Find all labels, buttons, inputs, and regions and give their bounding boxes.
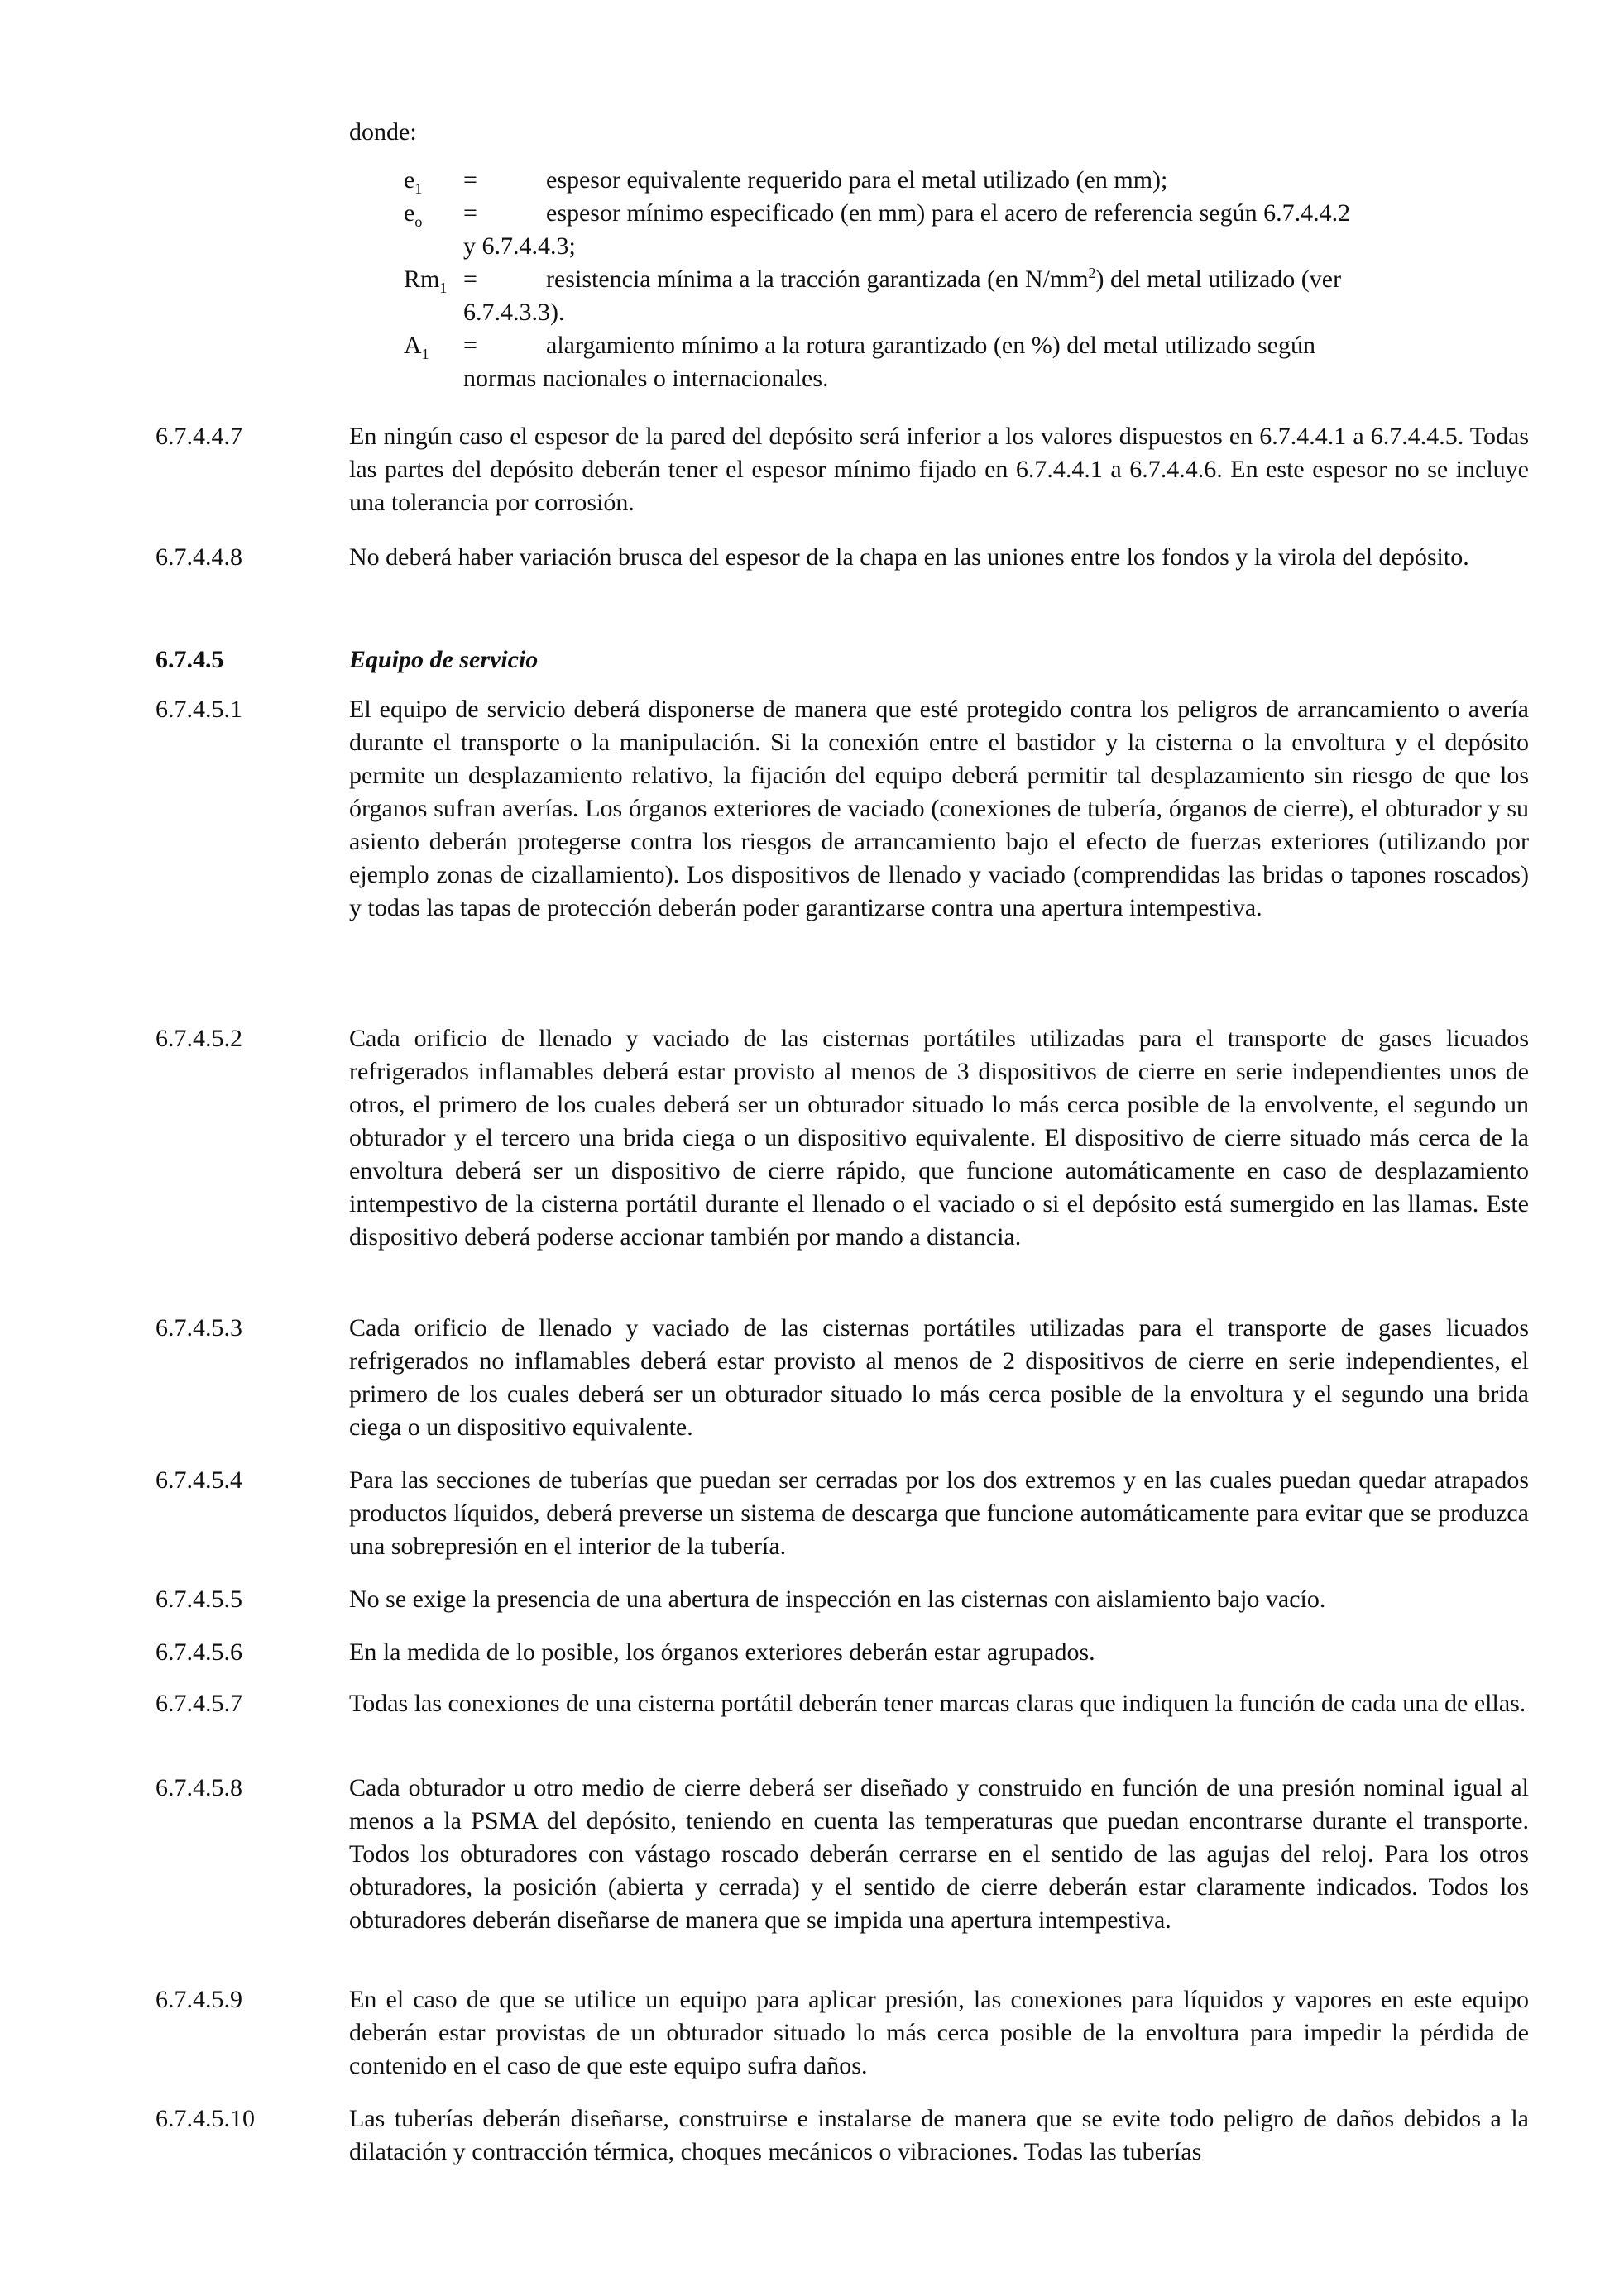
paragraph-6-7-4-5-6 [156,1636,1529,1669]
definition-rm1 [405,263,1526,329]
paragraph-number: 6.7.4.4.7 [156,423,242,450]
paragraph-text: No deberá haber variación brusca del espesor de la chapa en las uniones entre los fondos y la virola del depósito. [349,543,1469,571]
paragraph-text: Cada orificio de llenado y vaciado de las cisternas portátiles utilizadas para el transporte de gases licuados refrigerados no inflamables deberá estar provisto al menos de 2 dispositivos de cierre en serie independientes, el primero de los cuales deberá ser un obturador situado lo más cerca posible de la envoltura y el segundo una brida ciega o un dispositivo equivalente. [349,1314,1529,1441]
section-heading-6-7-4-5 [156,643,1529,677]
definition-symbol: $A_1$ [404,332,429,362]
intro-label: donde: [349,118,417,146]
paragraph-number: 6.7.4.4.8 [156,543,242,571]
paragraph-6-7-4-5-1 [156,693,1529,925]
section-number: 6.7.4.5 [156,646,224,673]
definition-e1 [405,164,1526,197]
definition-text-continued: normas nacionales o internacionales. [463,365,829,392]
paragraph-text: Todas las conexiones de una cisterna portátil deberán tener marcas claras que indiquen la función de cada una de ellas. [349,1690,1526,1717]
paragraph-number: 6.7.4.5.8 [156,1774,242,1801]
paragraph-text: No se exige la presencia de una abertura de inspección en las cisternas con aislamiento bajo vacío. [349,1586,1326,1613]
definition-text-continued: y 6.7.4.4.3; [463,232,576,260]
paragraph-text: En la medida de lo posible, los órganos exteriores deberán estar agrupados. [349,1638,1095,1666]
paragraph-6-7-4-5-5 [156,1583,1529,1616]
paragraph-6-7-4-5-10 [156,2102,1529,2169]
definition-a1 [405,329,1526,395]
paragraph-number: 6.7.4.5.5 [156,1586,242,1613]
definition-equals: = [463,265,477,293]
definition-text: espesor mínimo especificado (en mm) para el acero de referencia según 6.7.4.4.2 [546,199,1351,227]
paragraph-number: 6.7.4.5.4 [156,1466,242,1494]
paragraph-6-7-4-5-7 [156,1687,1529,1720]
paragraph-number: 6.7.4.5.2 [156,1025,242,1052]
paragraph-6-7-4-5-4 [156,1464,1529,1563]
paragraph-6-7-4-5-9 [156,1983,1529,2083]
paragraph-number: 6.7.4.5.9 [156,1986,242,2013]
paragraph-text: Para las secciones de tuberías que puedan ser cerradas por los dos extremos y en las cuales puedan quedar atrapados productos líquidos, deberá preverse un sistema de descarga que funcione automáticamente para evitar que se produzca una sobrepresión en el interior de la tubería. [349,1466,1529,1560]
definition-equals: = [463,332,477,359]
paragraph-6-7-4-4-7 [156,420,1529,519]
section-title: Equipo de servicio [349,646,539,673]
paragraph-text: En ningún caso el espesor de la pared del depósito será inferior a los valores dispuestos en 6.7.4.4.1 a 6.7.4.4.5. Todas las partes del depósito deberán tener el espesor mínimo fijado en 6.7.4.4.1 a 6.7.4.4.6. En este espesor no se incluye una tolerancia por corrosión. [349,423,1529,516]
paragraph-6-7-4-5-8 [156,1772,1529,1937]
definition-text: alargamiento mínimo a la rotura garantizado (en %) del metal utilizado según [546,332,1315,359]
definition-text: espesor equivalente requerido para el metal utilizado (en mm); [546,166,1168,194]
paragraph-text: Las tuberías deberán diseñarse, construirse e instalarse de manera que se evite todo peligro de daños debidos a la dilatación y contracción térmica, choques mecánicos o vibraciones. Todas las tuberías [349,2105,1529,2165]
paragraph-text: El equipo de servicio deberá disponerse de manera que esté protegido contra los peligros de arrancamiento o avería durante el transporte o la manipulación. Si la conexión entre el bastidor y la cisterna o la envoltura y el depósito permite un desplazamiento relativo, la fijación del equipo deberá permitir tal desplazamiento sin riesgo de que los órganos sufran averías. Los órganos exteriores de vaciado (conexiones de tubería, órganos de cierre), el obturador y su asiento deberán protegerse contra los riesgos de arrancamiento bajo el efecto de fuerzas exteriores (utilizando por ejemplo zonas de cizallamiento). Los dispositivos de llenado y vaciado (comprendidas las bridas o tapones roscados) y todas las tapas de protección deberán poder garantizarse contra una apertura intempestiva. [349,696,1529,921]
paragraph-6-7-4-4-8 [156,541,1529,574]
definition-symbol: $e_o$ [404,199,423,230]
definition-symbol: $Rm_1$ [404,265,448,296]
paragraph-number: 6.7.4.5.1 [156,696,242,723]
definition-eo [405,197,1526,263]
paragraph-number: 6.7.4.5.6 [156,1638,242,1666]
paragraph-number: 6.7.4.5.10 [156,2105,255,2132]
paragraph-6-7-4-5-3 [156,1312,1529,1444]
paragraph-text: En el caso de que se utilice un equipo para aplicar presión, las conexiones para líquidos y vapores en este equipo deberán estar provistas de un obturador situado lo más cerca posible de la envoltura para impedir la pérdida de contenido en el caso de que este equipo sufra daños. [349,1986,1529,2079]
definitions-list [405,164,1526,395]
paragraph-text: Cada orificio de llenado y vaciado de las cisternas portátiles utilizadas para el transporte de gases licuados refrigerados inflamables deberá estar provisto al menos de 3 dispositivos de cierre en serie independientes unos de otros, el primero de los cuales deberá ser un obturador situado lo más cerca posible de la envolvente, el segundo un obturador y el tercero una brida ciega o un dispositivo equivalente. El dispositivo de cierre situado más cerca de la envoltura deberá ser un dispositivo de cierre rápido, que funcione automáticamente en caso de desplazamiento intempestivo de la cisterna portátil durante el llenado o el vaciado o si el depósito está sumergido en las llamas. Este dispositivo deberá poderse accionar también por mando a distancia. [349,1025,1529,1251]
definition-equals: = [463,199,477,227]
definition-text-continued: 6.7.4.3.3). [463,299,565,326]
paragraph-6-7-4-5-2 [156,1022,1529,1254]
definition-equals: = [463,166,477,194]
paragraph-number: 6.7.4.5.7 [156,1690,242,1717]
definition-text: resistencia mínima a la tracción garantizada (en $N/mm^2$) del metal utilizado (ver [546,265,1342,293]
paragraph-text: Cada obturador u otro medio de cierre deberá ser diseñado y construido en función de una presión nominal igual al menos a la PSMA del depósito, teniendo en cuenta las temperaturas que puedan encontrarse durante el transporte. Todos los obturadores con vástago roscado deberán cerrarse en el sentido de las agujas del reloj. Para los otros obturadores, la posición (abierta y cerrada) y el sentido de cierre deberán estar claramente indicados. Todos los obturadores deberán diseñarse de manera que se impida una apertura intempestiva. [349,1774,1529,1934]
definition-symbol: $e_1$ [404,166,423,197]
paragraph-number: 6.7.4.5.3 [156,1314,242,1342]
